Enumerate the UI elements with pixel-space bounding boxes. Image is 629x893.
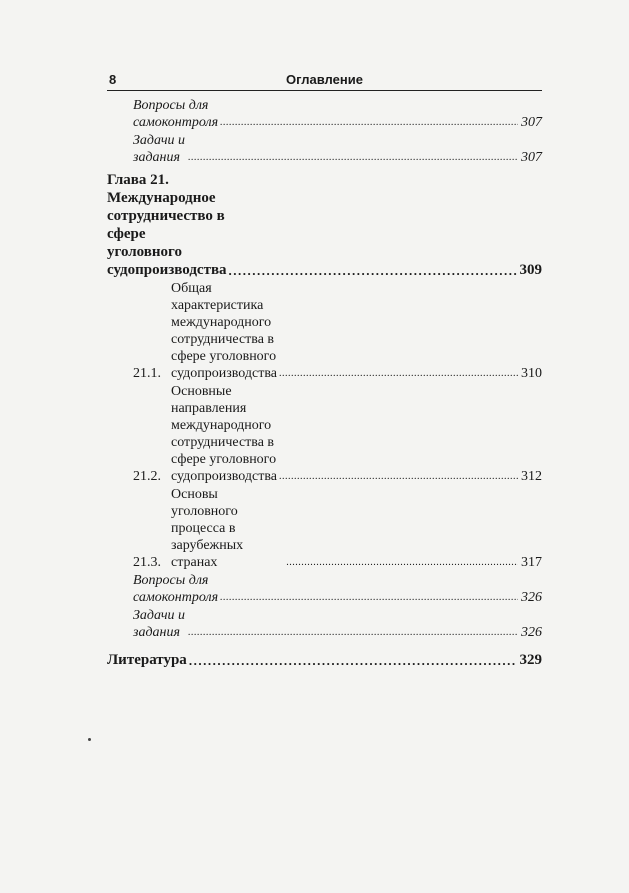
toc-page-number: 326 <box>521 625 542 640</box>
dot-leader <box>229 266 517 276</box>
toc-entry-text: Вопросы для самоконтроля <box>133 573 219 605</box>
section-title-line3: судопроизводства <box>171 469 277 484</box>
section-title <box>171 383 277 485</box>
section-title-line2: сотрудничества в сфере уголовного <box>171 332 277 364</box>
toc-entry-text: Задачи и задания <box>133 608 186 640</box>
chapter-title-line2: уголовного судопроизводства <box>107 244 227 278</box>
dot-leader <box>286 558 518 568</box>
toc-entry-questions-21[interactable] <box>107 572 542 606</box>
toc-section-21-3[interactable] <box>107 486 542 571</box>
toc-page-number: 309 <box>519 262 542 278</box>
section-title-line1: Общая характеристика международного <box>171 281 272 330</box>
dot-leader <box>220 118 518 128</box>
dot-leader <box>188 153 518 163</box>
table-of-contents <box>107 97 542 670</box>
toc-page-number: 329 <box>519 652 542 668</box>
section-title-line1: Основные направления международного <box>171 384 272 433</box>
toc-entry-tasks-21[interactable] <box>107 607 542 641</box>
dot-leader <box>188 628 518 638</box>
toc-entry-text: Задачи и задания <box>133 133 186 165</box>
running-title: Оглавление <box>286 72 363 87</box>
chapter-title-line1: Глава 21. Международное сотрудничество в сфере <box>107 172 225 242</box>
section-title <box>171 280 277 382</box>
toc-literature[interactable] <box>107 651 542 669</box>
toc-entry-questions-20[interactable] <box>107 97 542 131</box>
toc-section-21-1[interactable] <box>107 280 542 382</box>
running-head <box>107 70 542 91</box>
toc-page-number: 310 <box>521 366 542 381</box>
print-speck <box>88 738 91 741</box>
section-title-line2: сотрудничества в сфере уголовного <box>171 435 277 467</box>
dot-leader <box>279 369 518 379</box>
toc-page-number: 317 <box>521 555 542 570</box>
section-number: 21.2. <box>133 469 161 484</box>
section-title-line3: судопроизводства <box>171 366 277 381</box>
section-number: 21.3. <box>133 555 161 570</box>
toc-page-number: 307 <box>521 115 542 130</box>
toc-section-21-2[interactable] <box>107 383 542 485</box>
section-title: Основы уголовного процесса в зарубежных странах <box>171 487 244 570</box>
toc-page-number: 326 <box>521 590 542 605</box>
toc-chapter-21[interactable] <box>107 171 542 279</box>
page-number: 8 <box>109 72 117 87</box>
dot-leader <box>189 656 517 666</box>
toc-page-number: 307 <box>521 150 542 165</box>
toc-entry-text: Вопросы для самоконтроля <box>133 98 219 130</box>
section-number: 21.1. <box>133 366 161 381</box>
toc-chapter-title <box>107 171 227 279</box>
dot-leader <box>279 472 518 482</box>
toc-page-number: 312 <box>521 469 542 484</box>
toc-entry-tasks-20[interactable] <box>107 132 542 166</box>
dot-leader <box>220 593 518 603</box>
toc-chapter-title: Литература <box>107 652 187 668</box>
